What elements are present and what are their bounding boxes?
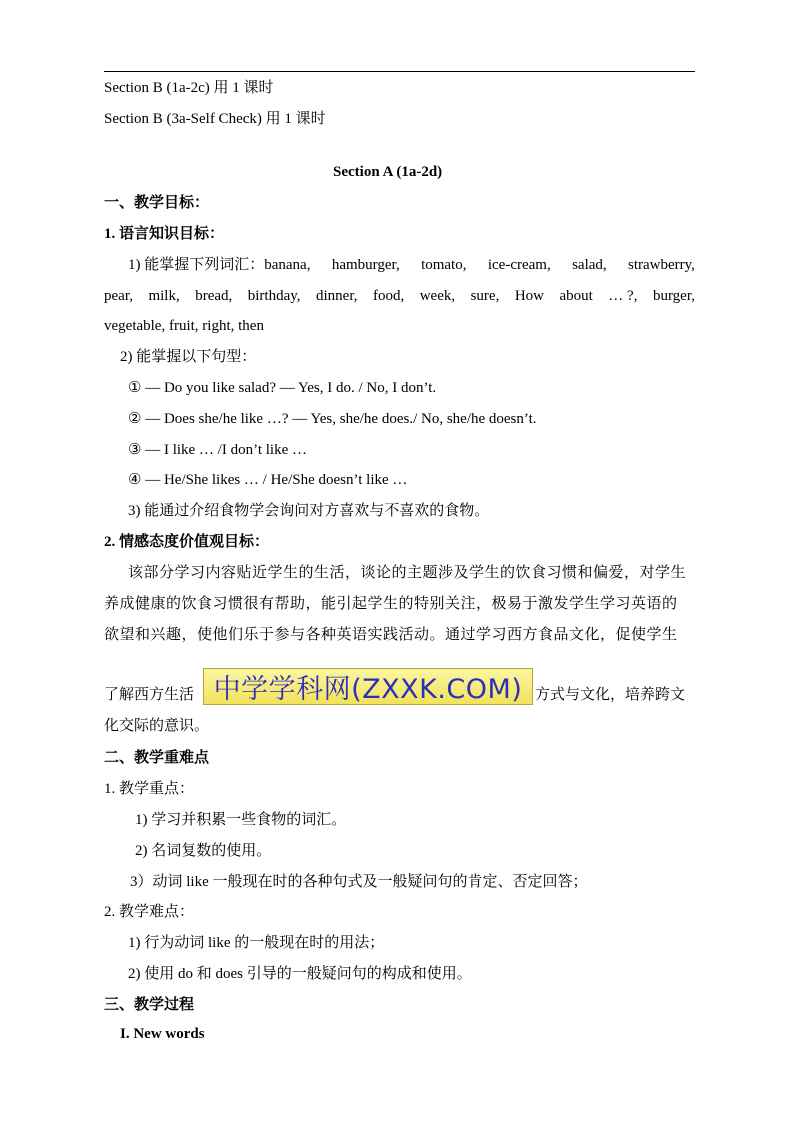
vocab-line-2	[104, 286, 695, 306]
paragraph-line-3: 欲望和兴趣，使他们乐于参与各种英语实践活动。通过学习西方食品文化，促使学生	[104, 627, 678, 643]
new-words-heading: I. New words	[120, 1026, 205, 1042]
vocab-word: about	[559, 288, 593, 304]
section-title: Section A (1a-2d)	[333, 164, 443, 180]
watermark-logo	[203, 668, 533, 705]
paragraph-line-1: 该部分学习内容贴近学生的生活，谈论的主题涉及学生的饮食习惯和偏爱，对学生	[128, 565, 687, 581]
vocab-word: week,	[419, 288, 456, 304]
key-points-label: 1. 教学重点：	[104, 781, 195, 797]
vocab-line-3: vegetable, fruit, right, then	[104, 318, 264, 334]
patterns-label: 2) 能掌握以下句型：	[120, 349, 257, 365]
difficult-points-label: 2. 教学难点：	[104, 904, 195, 920]
pattern-item: ① — Do you like salad? — Yes, I do. / No, I don’t.	[128, 380, 437, 396]
heading-key-points: 二、教学重难点	[104, 750, 210, 766]
vocab-word: dinner,	[316, 288, 358, 304]
vocab-word: milk,	[148, 288, 180, 304]
vocab-word: pear,	[104, 288, 133, 304]
vocab-word: salad,	[572, 257, 607, 273]
heading-process: 三、教学过程	[104, 997, 195, 1013]
top-rule	[104, 71, 695, 72]
header-line-1: Section B (1a-2c) 用 1 课时	[104, 80, 274, 96]
vocab-word: 1) 能掌握下列词汇：banana,	[128, 257, 311, 273]
vocab-word: strawberry,	[628, 257, 695, 273]
header-line-2: Section B (3a-Self Check) 用 1 课时	[104, 111, 326, 127]
vocab-word: … ?,	[608, 288, 638, 304]
vocab-word: How	[514, 288, 544, 304]
paragraph-line-5: 化交际的意识。	[104, 718, 210, 734]
vocab-word: birthday,	[247, 288, 301, 304]
vocab-word: bread,	[195, 288, 233, 304]
watermark-logo-text: 中学学科网(ZXXK.COM)	[213, 674, 523, 705]
goal-3: 3) 能通过介绍食物学会询问对方喜欢与不喜欢的食物。	[128, 503, 490, 519]
difficult-point-item: 2) 使用 do 和 does 引导的一般疑问句的构成和使用。	[128, 966, 472, 982]
vocab-word: ice-cream,	[487, 257, 551, 273]
vocab-word: hamburger,	[331, 257, 400, 273]
key-point-item: 1) 学习并积累一些食物的词汇。	[135, 812, 347, 828]
paragraph-line-4-end: 方式与文化，培养跨文	[535, 687, 686, 703]
paragraph-line-4-start: 了解西方生活	[104, 687, 195, 703]
pattern-item: ③ — I like … /I don’t like …	[128, 442, 307, 458]
vocab-word: burger,	[652, 288, 695, 304]
difficult-point-item: 1) 行为动词 like 的一般现在时的用法；	[128, 935, 385, 951]
vocab-word: food,	[372, 288, 405, 304]
heading-language-goals: 1. 语言知识目标：	[104, 226, 225, 242]
key-point-item: 3）动词 like 一般现在时的各种句式及一般疑问句的肯定、否定回答；	[130, 874, 588, 890]
pattern-item: ② — Does she/he like …? — Yes, she/he does./ No, she/he doesn’t.	[128, 411, 537, 427]
vocab-line-1	[128, 255, 695, 275]
pattern-item: ④ — He/She likes … / He/She doesn’t like …	[128, 472, 408, 488]
key-point-item: 2) 名词复数的使用。	[135, 843, 272, 859]
paragraph-line-2: 养成健康的饮食习惯很有帮助，能引起学生的特别关注，极易于激发学生学习英语的	[104, 596, 678, 612]
heading-emotion-goals: 2. 情感态度价值观目标：	[104, 534, 270, 550]
heading-goals: 一、教学目标：	[104, 195, 210, 211]
vocab-word: tomato,	[421, 257, 467, 273]
vocab-word: sure,	[470, 288, 500, 304]
